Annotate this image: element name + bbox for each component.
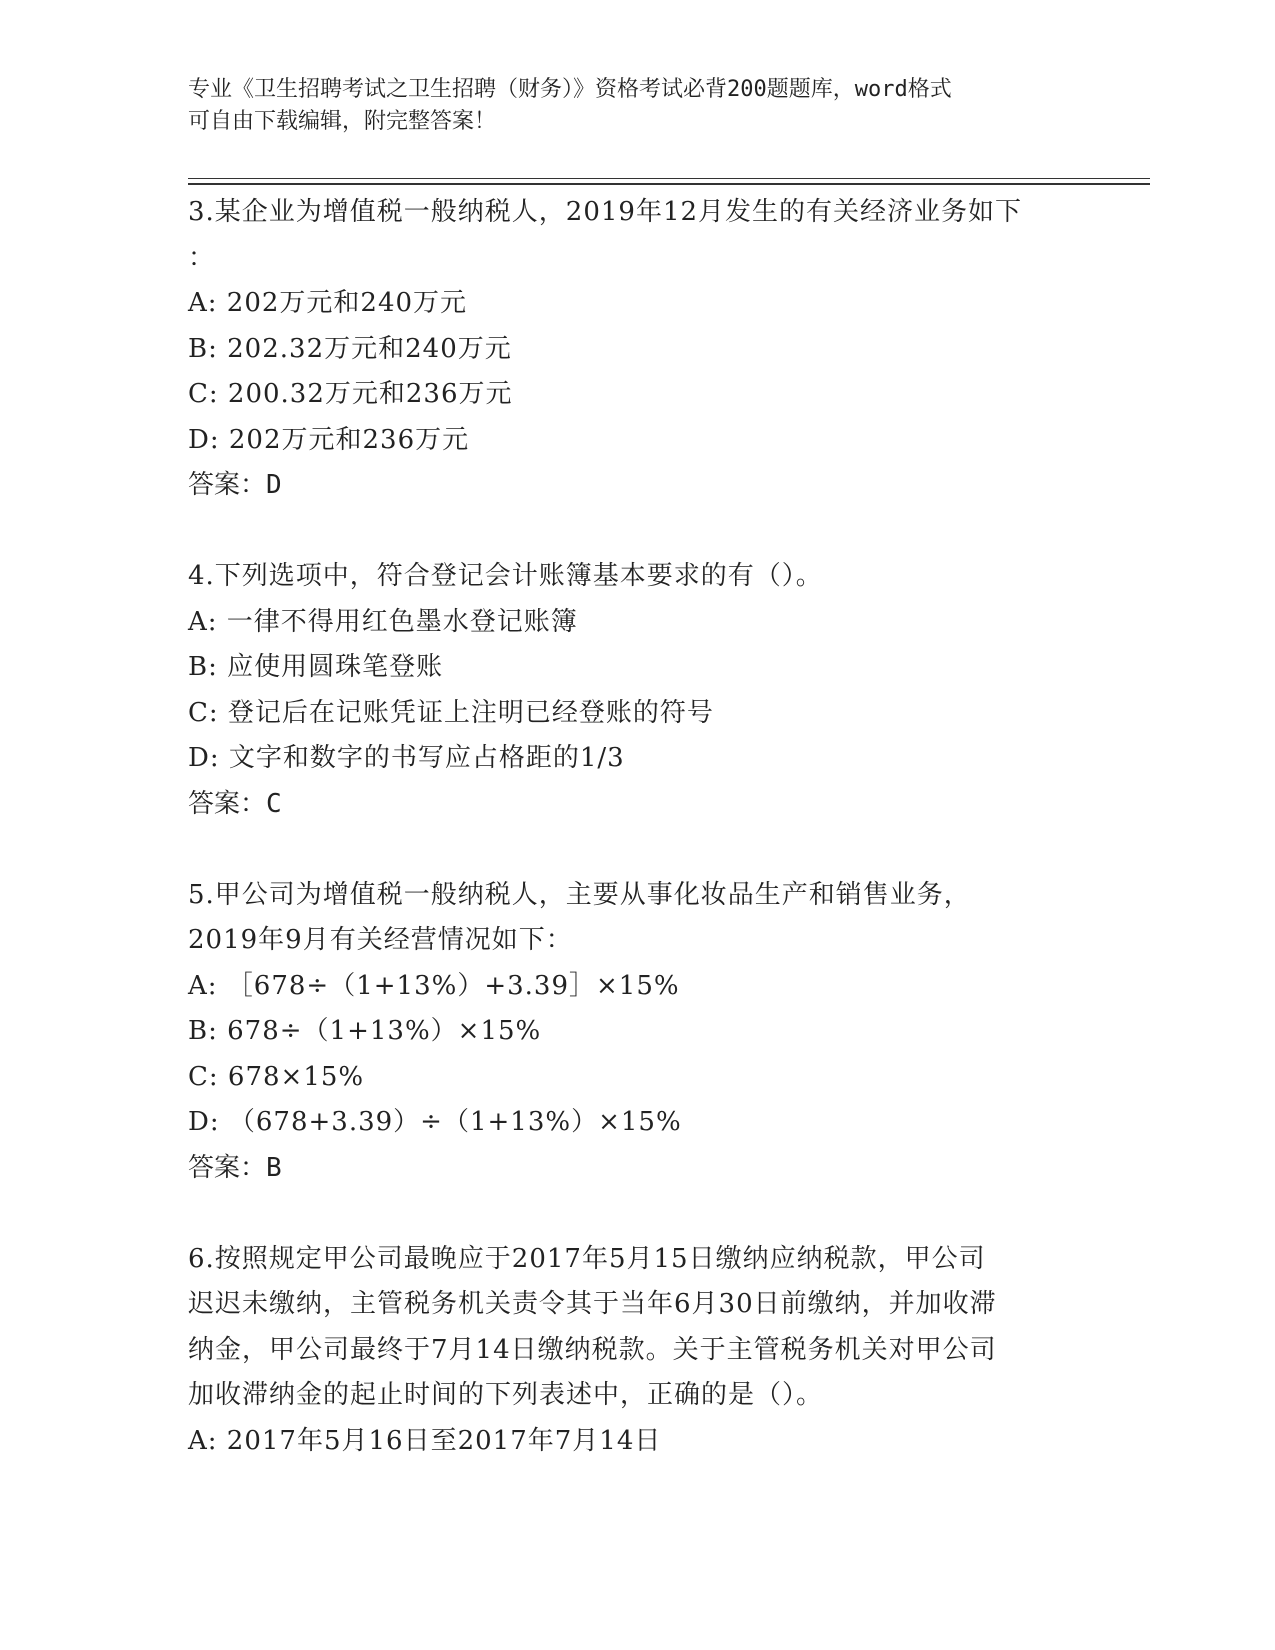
spacer [188,509,1088,555]
header-line-2: 可自由下载编辑，附完整答案！ [188,109,497,134]
header-line-1: 专业《卫生招聘考试之卫生招聘（财务）》资格考试必背200题题库，word格式 [188,77,952,102]
option-d: D: 202万元和236万元 [188,424,470,455]
question-5 [188,873,1088,1192]
question-stem: 加收滞纳金的起止时间的下列表述中，正确的是（）。 [188,1380,824,1410]
answer: 答案：D [188,470,282,500]
option-a: A: 一律不得用红色墨水登记账簿 [188,606,578,637]
question-stem: 6.按照规定甲公司最晚应于2017年5月15日缴纳应纳税款，甲公司 [188,1243,986,1274]
option-c: C: 678×15% [188,1061,365,1092]
question-stem: 纳金，甲公司最终于7月14日缴纳税款。关于主管税务机关对甲公司 [188,1334,997,1365]
option-c: C: 登记后在记账凭证上注明已经登账的符号 [188,697,714,728]
spacer [188,827,1088,873]
option-c: C: 200.32万元和236万元 [188,379,513,409]
question-stem: ： [188,242,216,273]
question-stem: 5.甲公司为增值税一般纳税人，主要从事化妆品生产和销售业务， [188,879,971,910]
header-rule-thin [188,178,1150,179]
question-stem: 2019年9月有关经营情况如下： [188,925,573,955]
question-stem: 4.下列选项中，符合登记会计账簿基本要求的有（）。 [188,561,823,591]
option-b: B: 202.32万元和240万元 [188,333,512,364]
option-d: D: 文字和数字的书写应占格距的1/3 [188,743,625,773]
option-a: A: ［678÷（1+13%）+3.39］×15% [188,970,680,1001]
answer: 答案：B [188,1152,282,1183]
option-d: D: （678+3.39）÷（1+13%）×15% [188,1107,682,1137]
answer: 答案：C [188,788,282,819]
option-a: A: 2017年5月16日至2017年7月14日 [188,1425,662,1456]
option-a: A: 202万元和240万元 [188,288,468,318]
question-6 [188,1237,1088,1465]
spacer [188,1191,1088,1237]
question-stem: 迟迟未缴纳，主管税务机关责令其于当年6月30日前缴纳，并加收滞 [188,1289,997,1319]
question-stem: 3.某企业为增值税一般纳税人，2019年12月发生的有关经济业务如下 [188,197,1023,227]
question-list [188,190,1088,1464]
question-4 [188,554,1088,827]
option-b: B: 应使用圆珠笔登账 [188,652,444,682]
header-rule-thick [188,183,1150,185]
option-b: B: 678÷（1+13%）×15% [188,1016,542,1046]
document-header [188,74,1088,138]
question-3 [188,190,1088,509]
